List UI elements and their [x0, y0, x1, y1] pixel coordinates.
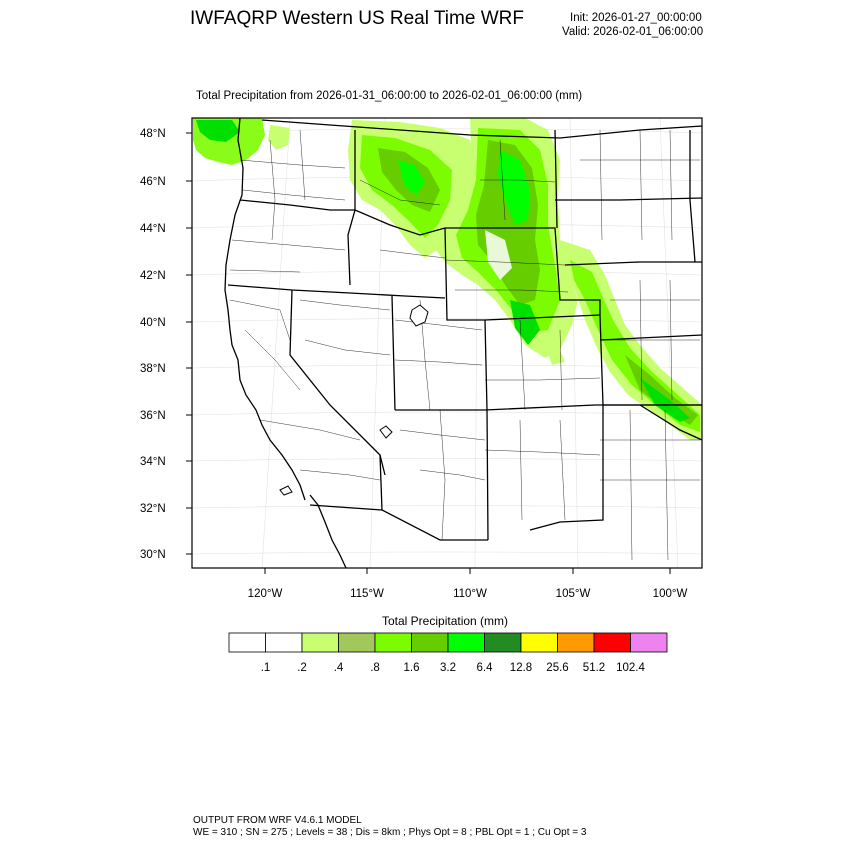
init-time: Init: 2026-01-27_00:00:00 — [570, 12, 702, 24]
latitude-labels — [140, 128, 166, 561]
lat-label: 48°N — [140, 128, 166, 140]
colorbar-label: 1.6 — [403, 662, 420, 674]
colorbar-title: Total Precipitation (mm) — [382, 614, 509, 628]
lat-label: 32°N — [140, 503, 166, 515]
lon-label: 120°W — [247, 588, 283, 600]
model-info: OUTPUT FROM WRF V4.6.1 MODEL — [193, 815, 362, 826]
colorbar-swatch — [412, 633, 449, 652]
lat-label: 34°N — [140, 456, 166, 468]
lat-label: 46°N — [140, 176, 166, 188]
lat-label: 30°N — [140, 549, 166, 561]
colorbar-label: .4 — [333, 662, 344, 674]
lon-label: 115°W — [350, 588, 384, 600]
longitude-labels — [248, 588, 688, 600]
lat-label: 42°N — [140, 270, 166, 282]
colorbar-label: .1 — [260, 662, 271, 674]
colorbar — [229, 633, 667, 652]
colorbar-swatch — [594, 633, 631, 652]
lon-label: 100°W — [652, 588, 688, 600]
lon-label: 105°W — [555, 588, 591, 600]
lat-label: 38°N — [140, 363, 166, 375]
lon-label: 110°W — [453, 588, 487, 600]
colorbar-label: 3.2 — [440, 662, 456, 674]
lat-label: 44°N — [140, 223, 166, 235]
colorbar-label: 25.6 — [546, 662, 569, 674]
colorbar-label: 51.2 — [582, 662, 606, 674]
colorbar-label: .2 — [297, 662, 307, 674]
lat-label: 36°N — [140, 410, 166, 422]
colorbar-swatch — [266, 633, 303, 652]
colorbar-swatch — [339, 633, 376, 652]
colorbar-swatch — [302, 633, 339, 652]
colorbar-swatch — [485, 633, 522, 652]
lat-label: 40°N — [140, 317, 166, 329]
plot-title: IWFAQRP Western US Real Time WRF — [190, 8, 524, 29]
lakes — [280, 305, 428, 495]
model-options: WE = 310 ; SN = 275 ; Levels = 38 ; Dis = 8km ; Phys Opt = 8 ; PBL Opt = 1 ; Cu Opt = 3 — [193, 827, 587, 838]
colorbar-swatch — [521, 633, 558, 652]
colorbar-swatch — [448, 633, 485, 652]
colorbar-label: 12.8 — [509, 662, 533, 674]
colorbar-swatch — [558, 633, 595, 652]
valid-time: Valid: 2026-02-01_06:00:00 — [562, 26, 704, 38]
plot-subtitle: Total Precipitation from 2026-01-31_06:00:00 to 2026-02-01_06:00:00 (mm) — [196, 90, 583, 102]
precip-field — [193, 118, 702, 440]
colorbar-label: 6.4 — [476, 662, 493, 674]
colorbar-label: .8 — [370, 662, 380, 674]
colorbar-label: 102.4 — [616, 662, 645, 674]
colorbar-swatch — [375, 633, 412, 652]
colorbar-swatch — [631, 633, 668, 652]
colorbar-swatch — [229, 633, 266, 652]
